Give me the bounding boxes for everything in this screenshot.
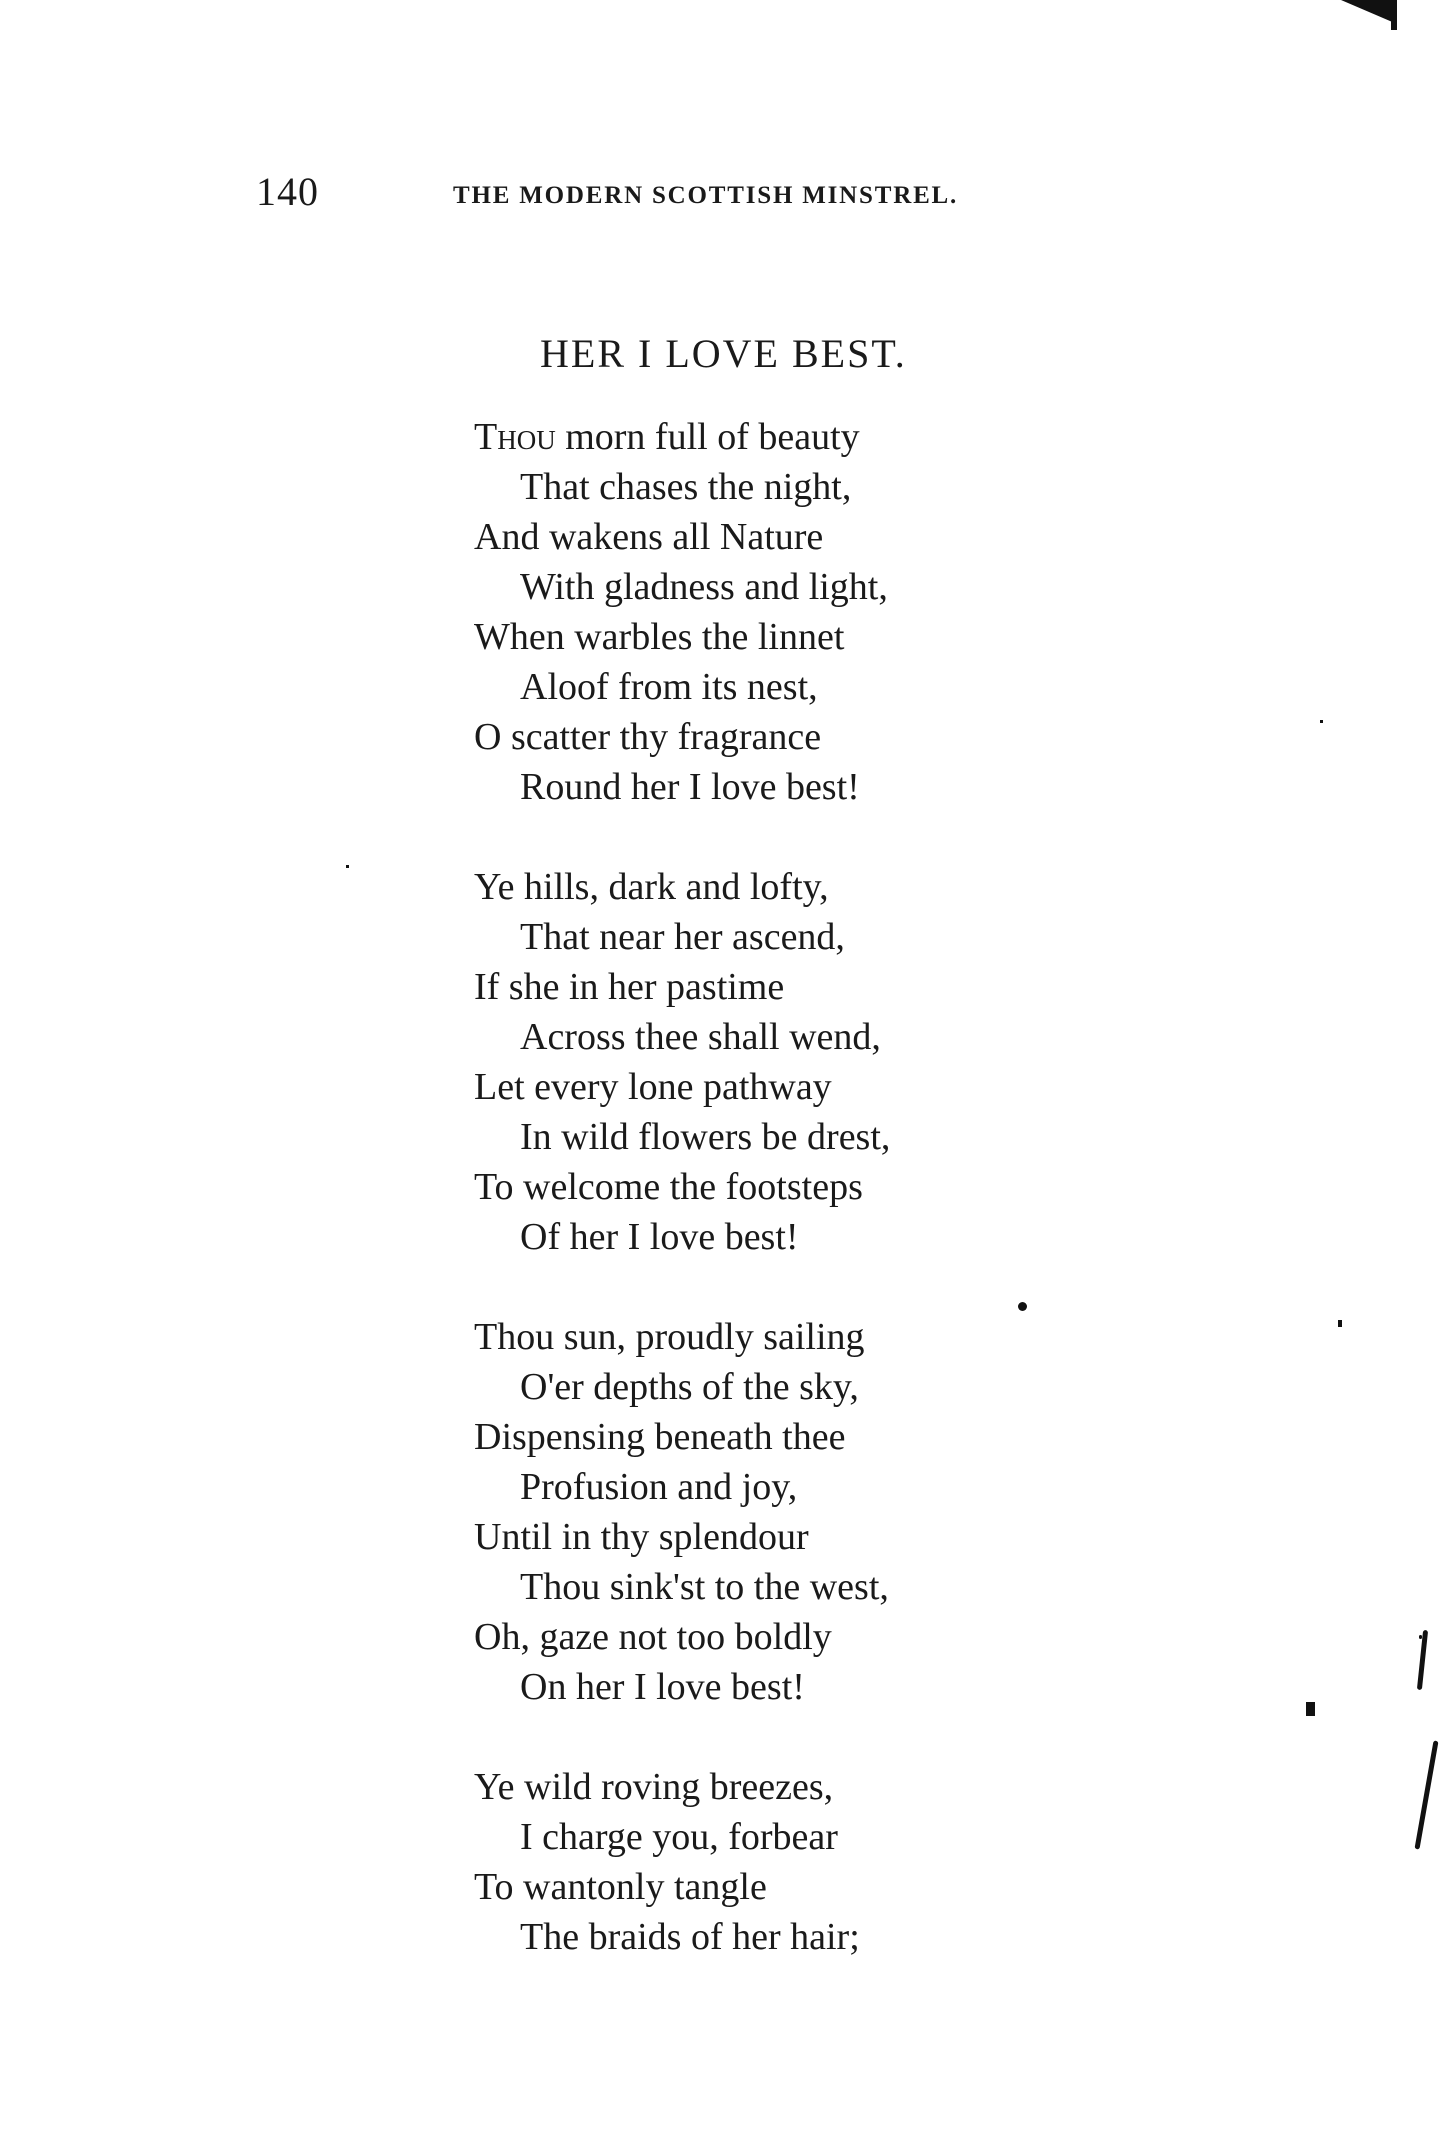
poem-line: I charge you, forbear <box>520 1816 838 1858</box>
scan-edge-stroke <box>1414 1740 1438 1849</box>
poem-line: Round her I love best! <box>520 766 860 808</box>
scan-corner-stem <box>1391 0 1397 30</box>
scan-speck <box>1320 720 1323 723</box>
poem-line: In wild flowers be drest, <box>520 1116 891 1158</box>
poem-line: Profusion and joy, <box>520 1466 798 1508</box>
poem-line: Until in thy splendour <box>474 1516 809 1558</box>
poem-line: That near her ascend, <box>520 916 845 958</box>
scan-edge-stroke <box>1419 1635 1422 1639</box>
poem-title: HER I LOVE BEST. <box>540 331 907 376</box>
poem-line: And wakens all Nature <box>474 516 824 558</box>
scan-speck <box>1018 1302 1027 1311</box>
poem-line: Let every lone pathway <box>474 1066 832 1108</box>
poem-line: On her I love best! <box>520 1666 805 1708</box>
poem-line <box>474 412 1074 462</box>
poem-line-rest: morn full of beauty <box>555 416 860 458</box>
poem-line: That chases the night, <box>520 466 852 508</box>
stanza-2 <box>474 862 1074 1262</box>
poem-line: O scatter thy fragrance <box>474 716 822 758</box>
poem-line: Ye hills, dark and lofty, <box>474 866 829 908</box>
poem-body <box>474 412 1074 1962</box>
poem-line: When warbles the linnet <box>474 616 845 658</box>
scan-edge-stroke <box>1417 1630 1428 1690</box>
drop-word: Thou <box>474 416 556 458</box>
page-number: 140 <box>256 169 319 214</box>
scan-speck <box>1306 1702 1315 1716</box>
stanza-1 <box>474 412 1074 812</box>
poem-line: Aloof from its nest, <box>520 666 818 708</box>
stanza-4 <box>474 1762 1074 1962</box>
stanza-3 <box>474 1312 1074 1712</box>
scan-speck <box>1338 1320 1342 1327</box>
poem-line: Thou sink'st to the west, <box>520 1566 889 1608</box>
poem-line: Thou sun, proudly sailing <box>474 1316 865 1358</box>
running-head: THE MODERN SCOTTISH MINSTREL. <box>453 182 959 209</box>
poem-line: To welcome the footsteps <box>474 1166 863 1208</box>
poem-line: O'er depths of the sky, <box>520 1366 859 1408</box>
poem-line: To wantonly tangle <box>474 1866 767 1908</box>
poem-line: Dispensing beneath thee <box>474 1416 846 1458</box>
poem-line: Ye wild roving breezes, <box>474 1766 834 1808</box>
poem-line: Across thee shall wend, <box>520 1016 881 1058</box>
poem-line: Oh, gaze not too boldly <box>474 1616 832 1658</box>
poem-line: The braids of her hair; <box>520 1916 860 1958</box>
poem-line: Of her I love best! <box>520 1216 799 1258</box>
scan-corner-mark <box>1341 0 1397 24</box>
poem-line: If she in her pastime <box>474 966 785 1008</box>
poem-line: With gladness and light, <box>520 566 888 608</box>
scan-speck <box>346 865 349 868</box>
